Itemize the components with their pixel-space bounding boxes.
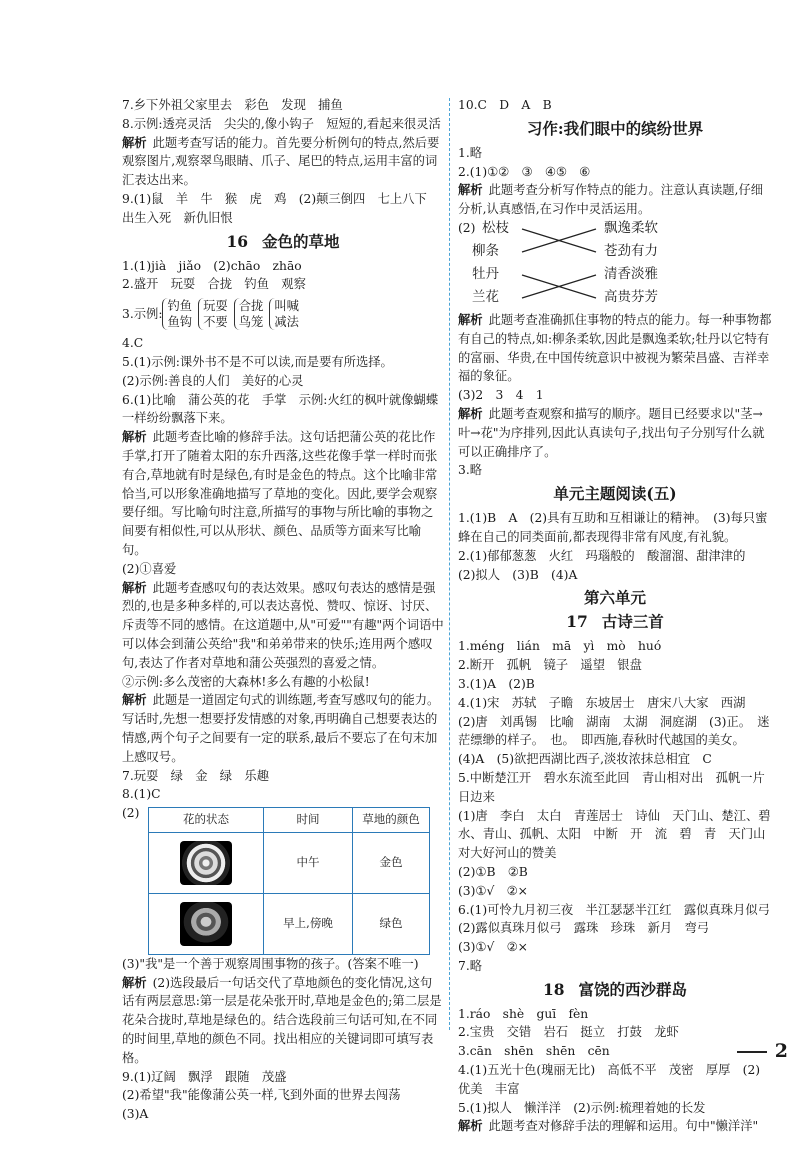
matching-exercise: [458, 219, 772, 311]
jiexi-label: 解析: [122, 692, 147, 708]
word: 叫喊: [274, 299, 299, 314]
answer-line: 2.(1)①② ③ ④⑤ ⑥: [458, 164, 591, 179]
answer-line: 7.乡下外祖父家里去 彩色 发现 捕鱼: [122, 98, 343, 112]
explanation: [122, 691, 444, 766]
column-divider: [449, 98, 450, 1030]
jiexi-label: 解析: [122, 579, 147, 595]
jiexi-label: 解析: [122, 974, 147, 990]
answer-line: 1.(1)jià jiǎo (2)chāo zhāo: [122, 258, 302, 273]
left-column: [122, 96, 444, 1124]
lesson-18-title: [458, 978, 772, 1002]
word: 合拢: [238, 299, 264, 314]
answer-line: 5.(1)拟人 懒洋洋 (2)示例:梳理着她的长发: [458, 1100, 706, 1115]
match-left-item: 兰花: [472, 288, 499, 305]
lesson-16-title: [122, 230, 444, 254]
answer-line: 8.(1)C: [122, 787, 161, 802]
answer-line: 2.(1)郁郁葱葱 火红 玛瑙般的 酸溜溜、甜津津的 (2)拟人 (3)B (4)A: [458, 548, 758, 582]
open-dandelion-image: [180, 841, 232, 885]
answer-line: 5.(1)示例:课外书不是不可以读,而是要有所选择。: [122, 354, 393, 369]
word-pair: [269, 298, 299, 330]
answer-line: 9.(1)鼠 羊 牛 猴 虎 鸡 (2)颠三倒四 七上八下 出生入死 新仇旧恨: [122, 191, 440, 225]
answer-line: 3.略: [458, 463, 483, 478]
answer-line: 4.(1)五光十色(瑰丽无比) 高低不平 茂密 厚厚 (2)优美 丰富: [458, 1063, 761, 1096]
unit-reading-title: 单元主题阅读(五): [553, 484, 677, 504]
answer-line: 2.盛开 玩耍 合拢 钓鱼 观察: [122, 277, 306, 292]
answer-line: (3)2 3 4 1: [458, 388, 544, 403]
match-left-item: 牡丹: [472, 265, 499, 282]
jiexi-label: 解析: [458, 182, 483, 198]
word-pair: [198, 298, 228, 330]
match-left-item: 松枝: [482, 219, 509, 236]
answer-line: 3.(1)A (2)B: [458, 676, 535, 691]
match-right-item: 苍劲有力: [604, 242, 658, 259]
page-number-text: 2: [774, 1040, 788, 1062]
table-cell: [149, 893, 264, 954]
word-groups-label: 3.示例:: [122, 306, 163, 321]
writing-section-title: 习作:我们眼中的缤纷世界: [526, 118, 704, 138]
page-number-dash: [737, 1051, 767, 1053]
answer-line: (2)①喜爱: [122, 561, 177, 576]
explanation: [122, 134, 444, 190]
answer-line: 1.méng lián mā yì mò huó: [458, 639, 662, 654]
answer-line: 6.(1)比喻 蒲公英的花 手掌 示例:火红的枫叶就像蝴蝶一样纷纷飘落下来。: [122, 392, 439, 426]
explanation-text: 此题是一道固定句式的训练题,考查写感叹句的能力。写话时,先想一想要抒发情感的对象,再明确自己想要表达的情感,两个句子之间要有一定的联系,最后不要忘了在句末加上感叹号。: [122, 693, 440, 764]
sub-question-label: (2): [458, 220, 476, 235]
explanation: [458, 181, 772, 219]
explanation-text: 此题考查比喻的修辞手法。这句话把蒲公英的花比作手掌,打开了随着太阳的东升西落,这些花像手掌一样时而张有合,草地就有时是绿色,有时是金色的特点。这个比喻非常恰当,可以形象准确地描写了草地的变化。因此,要学会观察要仔细。写比喻句时注意,所描写的事物与所比喻的事物之间要有相似性,可以从形状、颜色、品质等方面来写比喻句。: [122, 430, 438, 557]
answer-line: 7.玩耍 绿 金 绿 乐趣: [122, 768, 269, 783]
match-left-item: 柳条: [472, 242, 499, 259]
answer-line: (1)唐 李白 太白 青莲居士 诗仙 天门山、楚江、碧水、青山、孤帆、太阳 中断 开 流 碧 青 天门山 对大好河山的赞美: [458, 808, 778, 861]
answer-line: 2.断开 孤帆 镜子 遥望 银盘: [458, 658, 642, 673]
explanation-text: 此题考查对修辞手法的理解和运用。句中"懒洋洋": [488, 1119, 759, 1134]
unit-six-title: 第六单元: [583, 588, 646, 608]
jiexi-label: 解析: [458, 311, 483, 327]
table-cell: [149, 832, 264, 893]
right-column: [458, 96, 778, 1136]
word: 钓鱼: [167, 299, 193, 314]
answer-line: 8.示例:透亮灵活 尖尖的,像小钩子 短短的,看起来很灵活: [122, 116, 441, 131]
word: 鸟笼: [238, 315, 264, 330]
table-header: 时间: [264, 807, 353, 832]
word: 减法: [274, 315, 299, 330]
explanation-text: (2)选段最后一句话交代了草地颜色的变化情况,这句话有两层意思:第一层是花朵张开时,草地是金色的;第二层是花朵合拢时,草地是绿色的。结合选段前三句话可知,在不同的时间里,草地的颜色不同。找出相应的关键词即可填写表格。: [122, 975, 442, 1065]
answer-line: (4)A (5)欲把西湖比西子,淡妆浓抹总相宜 C: [458, 752, 712, 767]
table-header: 花的状态: [149, 807, 264, 832]
answer-line: (2): [122, 806, 140, 821]
answer-line: 1.(1)B A (2)具有互助和互相谦让的精神。 (3)每只蜜蜂在自己的同类面前,都表现得非常有风度,有礼貌。: [458, 511, 768, 544]
lesson-title-text: 富饶的西沙群岛: [578, 979, 688, 999]
table-cell: 早上,傍晚: [264, 893, 353, 954]
answer-line: ②示例:多么茂密的大森林!多么有趣的小松鼠!: [122, 674, 370, 689]
answer-line: (3)"我"是一个善于观察周围事物的孩子。(答案不唯一): [122, 956, 419, 971]
match-right-item: 清香淡雅: [604, 265, 658, 282]
explanation: [122, 428, 444, 560]
matching-lines: [516, 219, 606, 311]
answer-line: (2)①B ②B: [458, 864, 528, 879]
word-pair: [162, 298, 192, 330]
answer-line: 9.(1)辽阔 飘浮 跟随 茂盛: [122, 1069, 287, 1084]
explanation: [458, 1117, 772, 1136]
explanation-text: 此题考查写话的能力。首先要分析例句的特点,然后要观察图片,观察翠鸟眼睛、爪子、尾巴的特点,运用丰富的词汇表达出来。: [122, 135, 440, 188]
answer-line: (2)希望"我"能像蒲公英一样,飞到外面的世界去闯荡: [122, 1088, 401, 1103]
explanation-text: 此题考查准确抓住事物的特点的能力。每一种事物都有自己的特点,如:柳条柔软,因此是飘逸柔软;牡丹以它特有的富丽、华贵,在中国传统意识中被视为繁荣昌盛、吉祥幸福的象征。: [458, 312, 772, 384]
flower-state-table: [148, 807, 430, 955]
answer-line: (3)①√ ②×: [458, 883, 528, 898]
explanation: [122, 579, 444, 673]
jiexi-label: 解析: [122, 134, 147, 150]
page-number: [737, 1040, 788, 1062]
table-cell: 绿色: [353, 893, 430, 954]
answer-line: (2)露似真珠月似弓 露珠 珍珠 新月 弯弓: [458, 921, 710, 936]
answer-line: 2.宝贵 交错 岩石 挺立 打鼓 龙虾: [458, 1025, 679, 1040]
lesson-title-text: 金色的草地: [262, 231, 340, 251]
word: 玩耍: [203, 299, 228, 314]
word-pair: [234, 298, 264, 330]
answer-line: 4.(1)宋 苏轼 子瞻 东坡居士 唐宋八大家 西湖 (2)唐 刘禹锡 比喻 湖南 太湖 洞庭湖 (3)正。 迷茫缥缈的样子。 也。 即西施,春秋时代越国的美女。: [458, 695, 770, 748]
jiexi-label: 解析: [458, 1118, 483, 1134]
answer-line: 10.C D A B: [458, 98, 552, 112]
answer-line: (3)①√ ②×: [458, 940, 528, 955]
table-cell: 金色: [353, 832, 430, 893]
jiexi-label: 解析: [122, 429, 147, 445]
lesson-number: 17: [566, 612, 588, 632]
closed-dandelion-image: [180, 902, 232, 946]
match-right-item: 高贵芬芳: [604, 288, 658, 305]
jiexi-label: 解析: [458, 405, 483, 421]
explanation-text: 此题考查分析写作特点的能力。注意认真读题,仔细分析,认真感悟,在习作中灵活运用。: [458, 183, 764, 217]
answer-line: 1.ráo shè guī fèn: [458, 1006, 589, 1021]
table-cell: 中午: [264, 832, 353, 893]
explanation-text: 此题考查感叹句的表达效果。感叹句表达的感情是强烈的,也是多种多样的,可以表达喜悦、赞叹、惊讶、讨厌、斥责等不同的感情。在这道题中,从"可爱""有趣"两个词语中可以体会到蒲公英给"我"和弟弟带来的快乐;连用两个感叹句,表达了作者对草地和蒲公英强烈的喜爱之情。: [122, 580, 444, 670]
answer-line: (2)示例:善良的人们 美好的心灵: [122, 373, 304, 388]
table-header: 草地的颜色: [353, 807, 430, 832]
explanation: [458, 405, 772, 461]
answer-line: 1.略: [458, 145, 483, 160]
lesson-number: 18: [542, 979, 565, 999]
lesson-number: 16: [226, 231, 249, 251]
answer-line: 6.(1)可怜九月初三夜 半江瑟瑟半江红 露似真珠月似弓: [458, 902, 770, 917]
explanation-text: 此题考查观察和描写的顺序。题目已经要求以"茎→叶→花"为序排列,因此认真读句子,找出句子分别写什么就可以正确排序了。: [458, 406, 765, 459]
match-right-item: 飘逸柔软: [604, 219, 658, 236]
explanation: [458, 311, 772, 386]
answer-line: 4.C: [122, 336, 144, 351]
answer-line: 3.cān shēn shēn cēn: [458, 1044, 610, 1059]
word: 不要: [203, 315, 228, 330]
answer-line: (3)A: [122, 1107, 149, 1122]
lesson-title-text: 古诗三首: [601, 612, 664, 632]
word-groups: [122, 294, 444, 334]
answer-line: 7.略: [458, 958, 483, 973]
lesson-17-title: [458, 610, 772, 634]
word: 鱼钩: [167, 315, 193, 330]
explanation: [122, 974, 444, 1068]
answer-line: 5.中断楚江开 碧水东流至此回 青山相对出 孤帆一片日边来: [458, 770, 765, 804]
